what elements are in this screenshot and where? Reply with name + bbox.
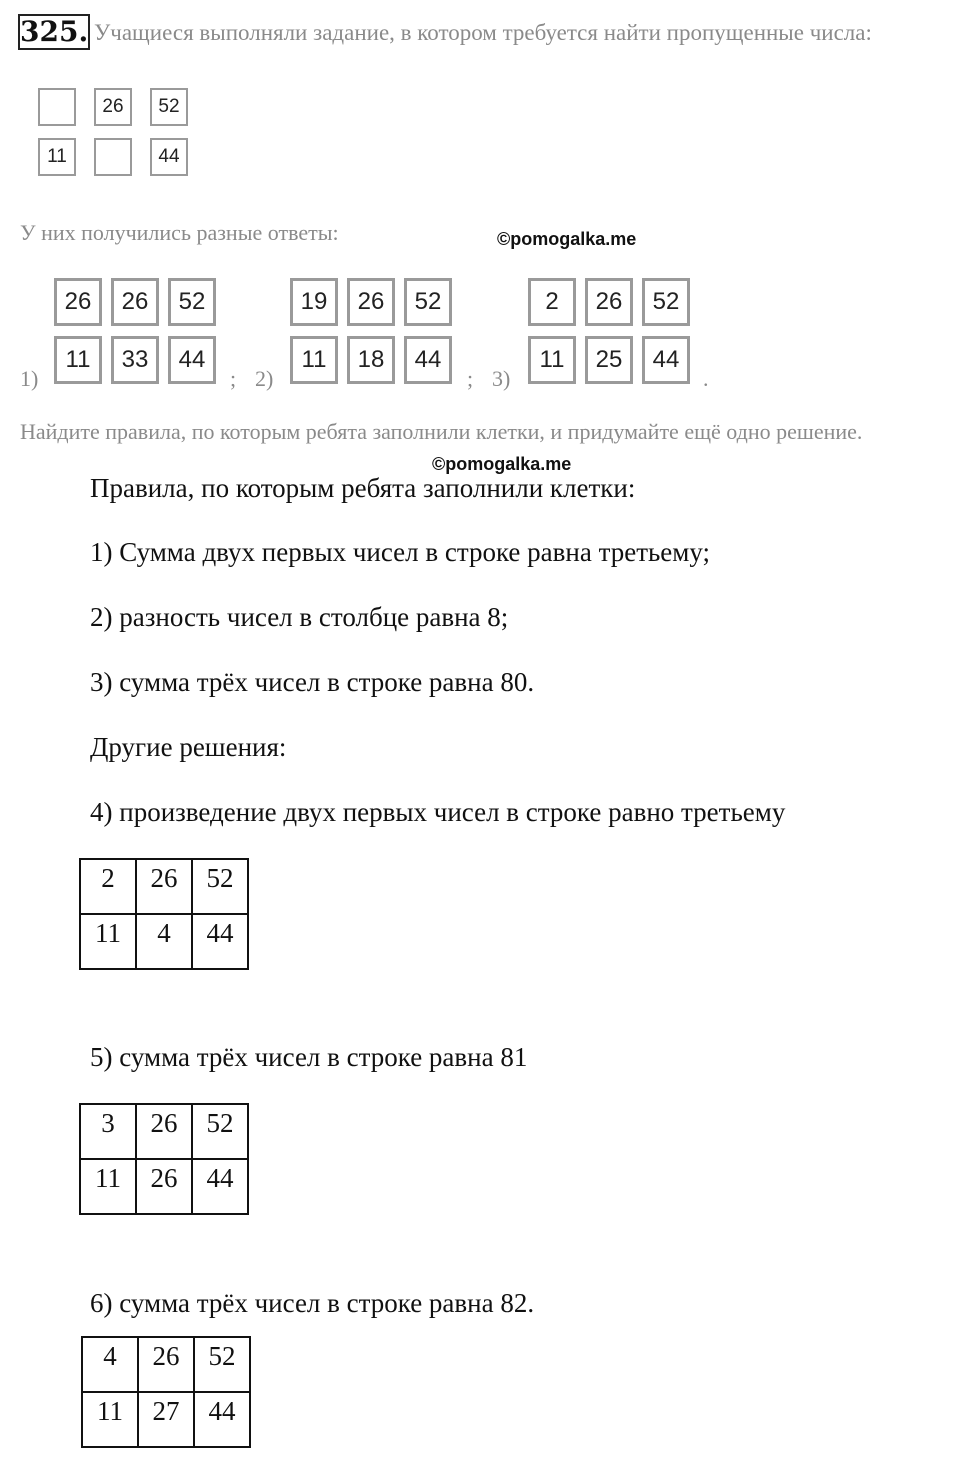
table-cell: 26 [136, 1104, 192, 1159]
table-cell: 52 [194, 1337, 250, 1392]
table-cell: 26 [136, 1159, 192, 1214]
answer-cell: 18 [347, 336, 395, 384]
table-cell: 52 [192, 1104, 248, 1159]
answer-cell: 44 [642, 336, 690, 384]
answer-label-3: 3) [492, 366, 511, 391]
watermark: ©pomogalka.me [497, 229, 637, 249]
watermark: ©pomogalka.me [432, 454, 572, 474]
table-row [80, 1104, 248, 1159]
table-row [82, 1392, 250, 1447]
table-row [82, 1337, 250, 1392]
rule-1: 1) Сумма двух первых чисел в строке равна третьему; [90, 537, 711, 567]
table-cell: 52 [192, 859, 248, 914]
table-cell: 11 [82, 1392, 138, 1447]
table-cell: 26 [136, 859, 192, 914]
answer-grid-3 [528, 278, 690, 384]
answer-cell: 26 [347, 278, 395, 326]
answer-grid-2 [290, 278, 452, 384]
table-cell: 4 [82, 1337, 138, 1392]
answer-cell: 33 [111, 336, 159, 384]
answer-separator-2: ; [467, 366, 474, 391]
answer-cell: 2 [528, 278, 576, 326]
table-cell: 44 [194, 1392, 250, 1447]
task-grid [38, 88, 188, 176]
table-cell: 4 [136, 914, 192, 969]
answer-cell: 44 [404, 336, 452, 384]
table-cell: 11 [80, 914, 136, 969]
answer-cell: 11 [528, 336, 576, 384]
answers-intro: У них получились разные ответы: [20, 220, 339, 245]
answer-separator-1: ; [230, 366, 237, 391]
task-cell: 26 [94, 88, 132, 126]
task-cell: 44 [150, 138, 188, 176]
solution-table-6 [81, 1336, 251, 1448]
table-cell: 26 [138, 1337, 194, 1392]
answer-cell: 11 [290, 336, 338, 384]
answer-cell: 52 [404, 278, 452, 326]
answer-cell: 26 [111, 278, 159, 326]
table-cell: 3 [80, 1104, 136, 1159]
problem-question: Найдите правила, по которым ребята заполнили клетки, и придумайте ещё одно решение. [20, 419, 863, 444]
answer-cell: 25 [585, 336, 633, 384]
task-cell [38, 88, 76, 126]
table-cell: 27 [138, 1392, 194, 1447]
answer-cell: 26 [54, 278, 102, 326]
other-heading: Другие решения: [90, 732, 287, 762]
answer-cell: 11 [54, 336, 102, 384]
rules-heading: Правила, по которым ребята заполнили клетки: [90, 473, 636, 503]
task-cell: 52 [150, 88, 188, 126]
other-solution-5: 5) сумма трёх чисел в строке равна 81 [90, 1042, 528, 1072]
other-solution-6: 6) сумма трёх чисел в строке равна 82. [90, 1288, 535, 1318]
table-row [80, 859, 248, 914]
table-cell: 44 [192, 1159, 248, 1214]
table-row [80, 914, 248, 969]
table-row [80, 1159, 248, 1214]
problem-number: 325. [20, 15, 89, 48]
answer-cell: 44 [168, 336, 216, 384]
other-solution-4: 4) произведение двух первых чисел в строке равно третьему [90, 797, 786, 827]
answer-grid-1 [54, 278, 216, 384]
rule-3: 3) сумма трёх чисел в строке равна 80. [90, 667, 535, 697]
solution-table-5 [79, 1103, 249, 1215]
rule-2: 2) разность чисел в столбце равна 8; [90, 602, 509, 632]
answer-separator-3: . [703, 366, 709, 391]
answer-cell: 52 [642, 278, 690, 326]
solution-table-4 [79, 858, 249, 970]
table-cell: 44 [192, 914, 248, 969]
answer-label-2: 2) [255, 366, 274, 391]
task-cell: 11 [38, 138, 76, 176]
answer-cell: 26 [585, 278, 633, 326]
task-cell [94, 138, 132, 176]
table-cell: 11 [80, 1159, 136, 1214]
answer-cell: 52 [168, 278, 216, 326]
answer-label-1: 1) [20, 366, 39, 391]
table-cell: 2 [80, 859, 136, 914]
problem-statement: Учащиеся выполняли задание, в котором требуется найти пропущенные числа: [94, 20, 872, 45]
answer-cell: 19 [290, 278, 338, 326]
